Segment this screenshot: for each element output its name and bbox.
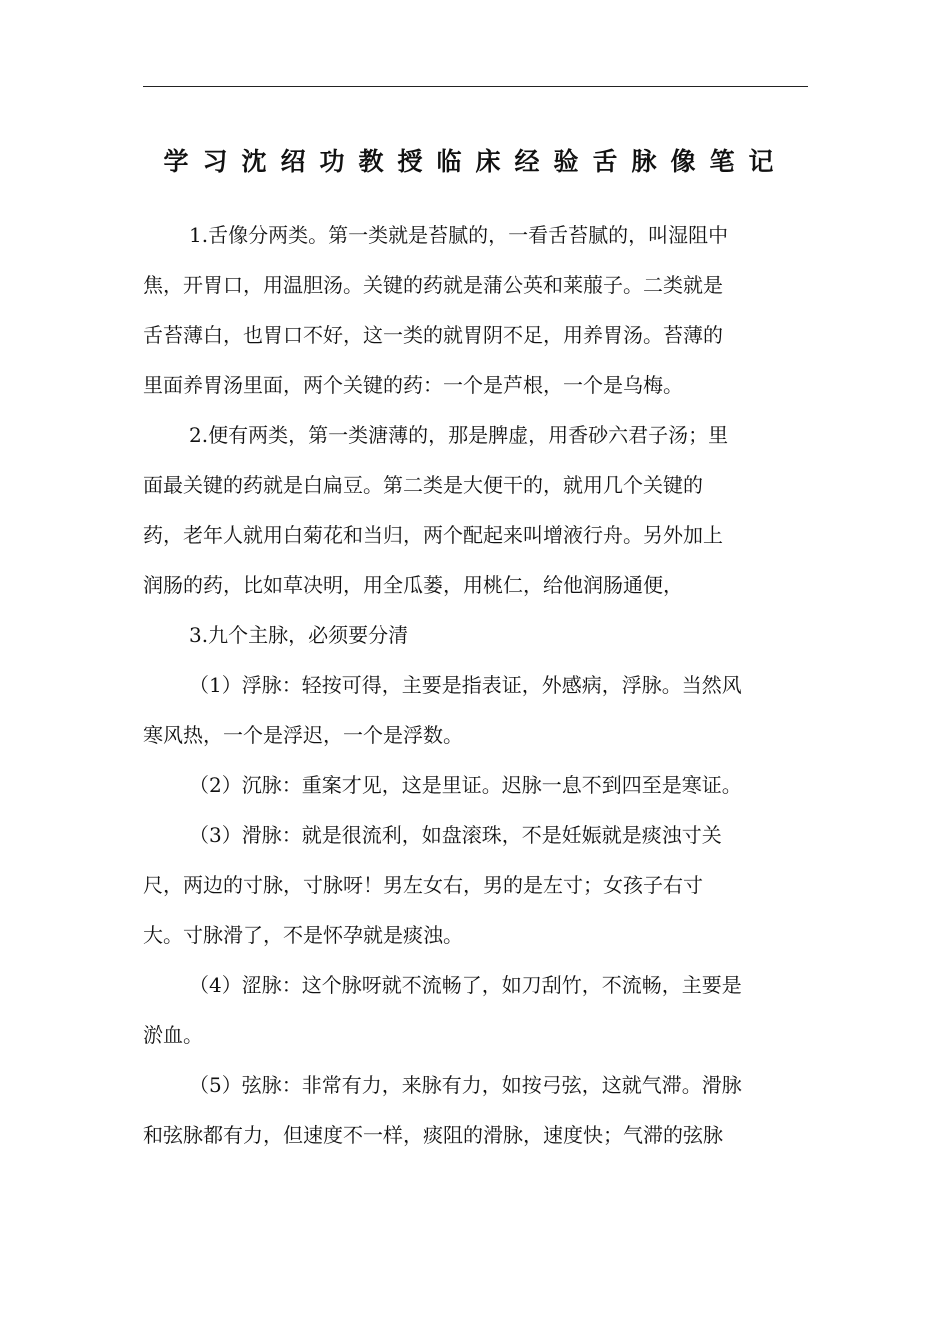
document-title: 学习沈绍功教授临床经验舌脉像笔记 xyxy=(163,147,788,176)
text-line: 焦，开胃口，用温胆汤。关键的药就是蒲公英和莱菔子。二类就是 xyxy=(143,273,723,297)
text-line: 寒风热，一个是浮迟，一个是浮数。 xyxy=(143,723,463,747)
text-line: 尺，两边的寸脉，寸脉呀！男左女右，男的是左寸；女孩子右寸 xyxy=(143,873,703,897)
text-line: 淤血。 xyxy=(143,1023,203,1047)
text-line: （3）滑脉：就是很流利，如盘滚珠，不是妊娠就是痰浊寸关 xyxy=(189,823,722,847)
text-line: （2）沉脉：重案才见，这是里证。迟脉一息不到四至是寒证。 xyxy=(189,773,742,797)
text-line: （1）浮脉：轻按可得，主要是指表证，外感病，浮脉。当然风 xyxy=(189,673,742,697)
text-line: （4）涩脉：这个脉呀就不流畅了，如刀刮竹，不流畅，主要是 xyxy=(189,973,742,997)
text-line: 药，老年人就用白菊花和当归，两个配起来叫增液行舟。另外加上 xyxy=(143,523,723,547)
header-rule xyxy=(143,86,808,87)
document-body xyxy=(143,210,808,1160)
text-line: 大。寸脉滑了，不是怀孕就是痰浊。 xyxy=(143,923,463,947)
text-line: 面最关键的药就是白扁豆。第二类是大便干的，就用几个关键的 xyxy=(143,473,703,497)
text-line: 舌苔薄白，也胃口不好，这一类的就胃阴不足，用养胃汤。苔薄的 xyxy=(143,323,723,347)
text-line: （5）弦脉：非常有力，来脉有力，如按弓弦，这就气滞。滑脉 xyxy=(189,1073,742,1097)
text-line: 和弦脉都有力，但速度不一样，痰阻的滑脉，速度快；气滞的弦脉 xyxy=(143,1123,723,1147)
text-line: 3.九个主脉，必须要分清 xyxy=(189,623,409,647)
text-line: 1.舌像分两类。第一类就是苔腻的，一看舌苔腻的，叫湿阻中 xyxy=(189,223,729,247)
text-line: 里面养胃汤里面，两个关键的药：一个是芦根，一个是乌梅。 xyxy=(143,373,683,397)
text-line: 2.便有两类，第一类溏薄的，那是脾虚，用香砂六君子汤；里 xyxy=(189,423,729,447)
text-line: 润肠的药，比如草决明，用全瓜蒌，用桃仁，给他润肠通便， xyxy=(143,573,683,597)
